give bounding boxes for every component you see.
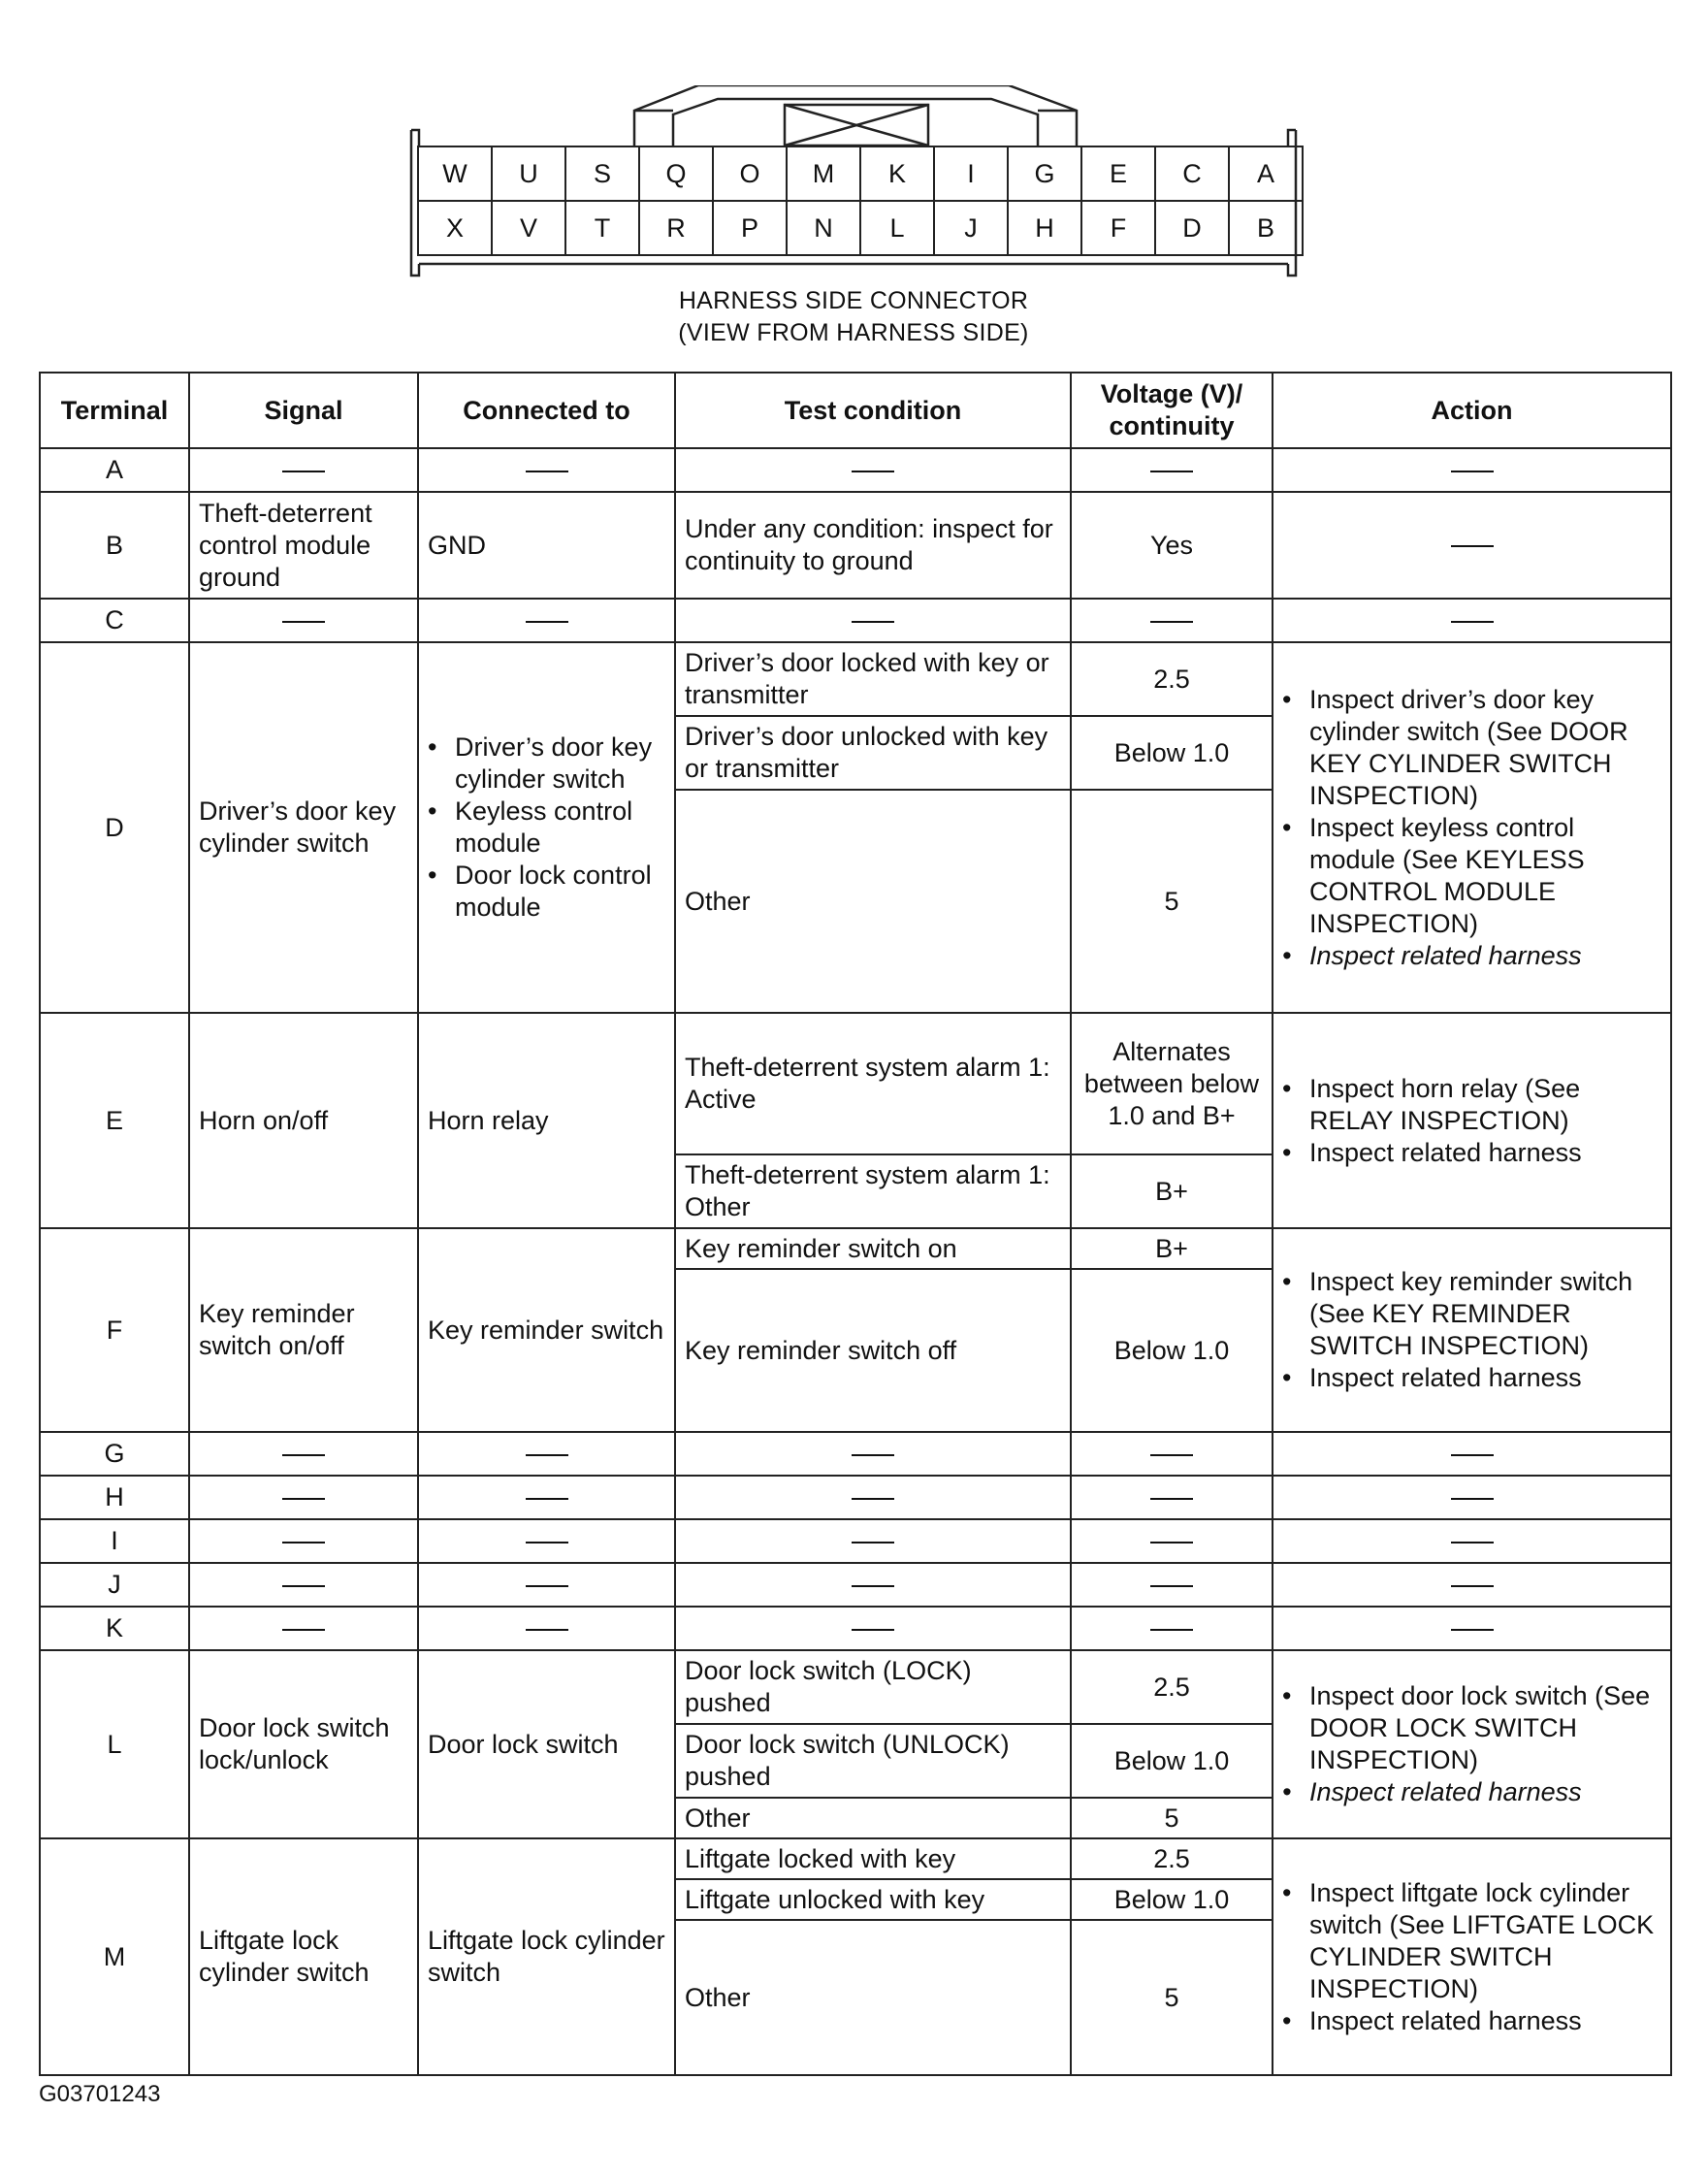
value-cell: Below 1.0: [1071, 716, 1273, 790]
action-item: • Inspect liftgate lock cylinder switch (See LIFTGATE LOCK CYLINDER SWITCH INSPECTION): [1309, 1877, 1661, 2005]
connector-pin-d: D: [1155, 201, 1229, 255]
condition-cell: Door lock switch (UNLOCK) pushed: [675, 1724, 1071, 1798]
action-item: • Inspect door lock switch (See DOOR LOCK SWITCH INSPECTION): [1309, 1680, 1661, 1776]
action-item: • Inspect driver’s door key cylinder switch (See DOOR KEY CYLINDER SWITCH INSPECTION): [1309, 684, 1661, 812]
connector-pin-s: S: [565, 146, 639, 201]
signal-cell: Liftgate lock cylinder switch: [189, 1838, 418, 2075]
value-cell: B+: [1071, 1154, 1273, 1228]
condition-cell: Liftgate locked with key: [675, 1838, 1071, 1879]
table-row: [40, 599, 1671, 642]
connector-pin-j: J: [934, 201, 1008, 255]
action-cell: [1273, 1013, 1671, 1228]
value-cell: Yes: [1071, 492, 1273, 599]
empty-dash: [526, 1498, 568, 1500]
connector-pin-e: E: [1081, 146, 1155, 201]
connector-pin-p: P: [713, 201, 787, 255]
connector-pin-h: H: [1008, 201, 1081, 255]
connected-to-cell: Door lock switch: [418, 1650, 675, 1838]
condition-cell: Liftgate unlocked with key: [675, 1879, 1071, 1920]
header-terminal: Terminal: [40, 373, 189, 448]
header-connected-to: Connected to: [418, 373, 675, 448]
empty-dash: [282, 471, 325, 472]
action-item: • Inspect related harness: [1309, 2005, 1661, 2037]
terminal-cell: K: [40, 1607, 189, 1650]
terminal-inspection-table: [39, 372, 1672, 2076]
empty-dash: [1451, 471, 1494, 472]
empty-dash: [1150, 471, 1193, 472]
action-cell: [1273, 1838, 1671, 2075]
condition-cell: Driver’s door unlocked with key or transmitter: [675, 716, 1071, 790]
condition-cell: Key reminder switch off: [675, 1269, 1071, 1432]
empty-dash: [526, 471, 568, 472]
action-cell: [1273, 1228, 1671, 1432]
terminal-cell: M: [40, 1838, 189, 2075]
connector-pin-u: U: [492, 146, 565, 201]
action-item: • Inspect keyless control module (See KEYLESS CONTROL MODULE INSPECTION): [1309, 812, 1661, 940]
connector-pin-t: T: [565, 201, 639, 255]
table-row: [40, 1476, 1671, 1519]
connector-pin-r: R: [639, 201, 713, 255]
table-row: [40, 1432, 1671, 1476]
empty-dash: [852, 1454, 894, 1456]
connected-to-cell: GND: [418, 492, 675, 599]
condition-cell: Door lock switch (LOCK) pushed: [675, 1650, 1071, 1724]
signal-cell: Theft-deterrent control module ground: [189, 492, 418, 599]
table-row: [40, 1013, 1671, 1154]
header-voltage-line1: Voltage (V)/: [1100, 379, 1243, 408]
connector-pin-v: V: [492, 201, 565, 255]
condition-cell: Key reminder switch on: [675, 1228, 1071, 1269]
connector-pin-f: F: [1081, 201, 1155, 255]
empty-dash: [282, 621, 325, 623]
condition-cell: Driver’s door locked with key or transmitter: [675, 642, 1071, 716]
value-cell: 5: [1071, 1920, 1273, 2075]
value-cell: B+: [1071, 1228, 1273, 1269]
terminal-cell: C: [40, 599, 189, 642]
empty-dash: [282, 1585, 325, 1587]
value-cell: Below 1.0: [1071, 1879, 1273, 1920]
empty-dash: [852, 621, 894, 623]
empty-dash: [1451, 1454, 1494, 1456]
header-voltage-line2: continuity: [1109, 411, 1235, 440]
terminal-cell: D: [40, 642, 189, 1013]
terminal-cell: F: [40, 1228, 189, 1432]
empty-dash: [526, 1542, 568, 1543]
terminal-cell: I: [40, 1519, 189, 1563]
figure-code: G03701243: [39, 2081, 161, 2107]
action-cell: [1273, 1650, 1671, 1838]
terminal-cell: E: [40, 1013, 189, 1228]
empty-dash: [1451, 1498, 1494, 1500]
value-cell: Below 1.0: [1071, 1269, 1273, 1432]
value-cell: 2.5: [1071, 1838, 1273, 1879]
signal-cell: Horn on/off: [189, 1013, 418, 1228]
terminal-cell: L: [40, 1650, 189, 1838]
action-item: • Inspect related harness: [1309, 940, 1661, 972]
empty-dash: [1150, 1629, 1193, 1631]
connected-to-item: • Keyless control module: [455, 796, 665, 860]
action-item: • Inspect related harness: [1309, 1776, 1661, 1808]
connected-to-item: • Door lock control module: [455, 860, 665, 924]
empty-dash: [526, 1585, 568, 1587]
connector-pin-grid: [417, 146, 1304, 256]
action-cell: [1273, 642, 1671, 1013]
empty-dash: [1451, 1585, 1494, 1587]
empty-dash: [852, 471, 894, 472]
empty-dash: [1150, 1454, 1193, 1456]
connected-to-cell: Key reminder switch: [418, 1228, 675, 1432]
table-row: [40, 1607, 1671, 1650]
connected-to-item: • Driver’s door key cylinder switch: [455, 731, 665, 796]
harness-connector-diagram: [398, 85, 1309, 279]
empty-dash: [1451, 545, 1494, 547]
table-row: [40, 1563, 1671, 1607]
signal-cell: Door lock switch lock/unlock: [189, 1650, 418, 1838]
connector-pin-q: Q: [639, 146, 713, 201]
empty-dash: [1451, 1629, 1494, 1631]
table-header-row: [40, 373, 1671, 448]
connector-caption: [417, 285, 1290, 349]
connected-to-cell: Horn relay: [418, 1013, 675, 1228]
terminal-cell: J: [40, 1563, 189, 1607]
empty-dash: [1451, 621, 1494, 623]
value-cell: 5: [1071, 1798, 1273, 1838]
empty-dash: [282, 1629, 325, 1631]
empty-dash: [852, 1542, 894, 1543]
action-item: • Inspect horn relay (See RELAY INSPECTION): [1309, 1073, 1661, 1137]
condition-cell: Theft-deterrent system alarm 1: Other: [675, 1154, 1071, 1228]
connector-pin-o: O: [713, 146, 787, 201]
empty-dash: [526, 1454, 568, 1456]
connector-pin-w: W: [418, 146, 492, 201]
action-item: • Inspect key reminder switch (See KEY REMINDER SWITCH INSPECTION): [1309, 1266, 1661, 1362]
terminal-cell: G: [40, 1432, 189, 1476]
value-cell: 2.5: [1071, 642, 1273, 716]
table-row: [40, 1228, 1671, 1269]
empty-dash: [526, 1629, 568, 1631]
value-cell: Below 1.0: [1071, 1724, 1273, 1798]
connector-pin-l: L: [860, 201, 934, 255]
header-voltage: [1071, 373, 1273, 448]
table-row: [40, 1650, 1671, 1724]
terminal-cell: A: [40, 448, 189, 492]
connector-pin-g: G: [1008, 146, 1081, 201]
connector-caption-line2: (VIEW FROM HARNESS SIDE): [678, 319, 1029, 346]
table-row: [40, 448, 1671, 492]
connector-pin-c: C: [1155, 146, 1229, 201]
header-test-condition: Test condition: [675, 373, 1071, 448]
terminal-cell: H: [40, 1476, 189, 1519]
condition-cell: Other: [675, 790, 1071, 1013]
empty-dash: [1150, 1542, 1193, 1543]
header-action: Action: [1273, 373, 1671, 448]
empty-dash: [1150, 1585, 1193, 1587]
connector-pin-m: M: [787, 146, 860, 201]
value-cell: Alternates between below 1.0 and B+: [1071, 1013, 1273, 1154]
action-item: • Inspect related harness: [1309, 1137, 1661, 1169]
action-item: • Inspect related harness: [1309, 1362, 1661, 1394]
empty-dash: [282, 1498, 325, 1500]
connector-caption-line1: HARNESS SIDE CONNECTOR: [678, 287, 1029, 314]
header-signal: Signal: [189, 373, 418, 448]
connector-pin-i: I: [934, 146, 1008, 201]
empty-dash: [526, 621, 568, 623]
condition-cell: Theft-deterrent system alarm 1: Active: [675, 1013, 1071, 1154]
connector-pin-a: A: [1229, 146, 1303, 201]
connector-pin-x: X: [418, 201, 492, 255]
table-row: [40, 1838, 1671, 1879]
condition-cell: Other: [675, 1798, 1071, 1838]
condition-cell: Other: [675, 1920, 1071, 2075]
connector-pin-k: K: [860, 146, 934, 201]
terminal-cell: B: [40, 492, 189, 599]
empty-dash: [282, 1542, 325, 1543]
empty-dash: [1451, 1542, 1494, 1543]
connected-to-cell: Liftgate lock cylinder switch: [418, 1838, 675, 2075]
table-row: [40, 492, 1671, 599]
empty-dash: [852, 1585, 894, 1587]
empty-dash: [1150, 621, 1193, 623]
signal-cell: Key reminder switch on/off: [189, 1228, 418, 1432]
empty-dash: [1150, 1498, 1193, 1500]
table-row: [40, 1519, 1671, 1563]
connector-pin-b: B: [1229, 201, 1303, 255]
value-cell: 5: [1071, 790, 1273, 1013]
value-cell: 2.5: [1071, 1650, 1273, 1724]
connector-pin-n: N: [787, 201, 860, 255]
signal-cell: Driver’s door key cylinder switch: [189, 642, 418, 1013]
condition-cell: Under any condition: inspect for continuity to ground: [675, 492, 1071, 599]
table-row: [40, 642, 1671, 716]
connected-to-cell: [418, 642, 675, 1013]
empty-dash: [852, 1629, 894, 1631]
empty-dash: [852, 1498, 894, 1500]
empty-dash: [282, 1454, 325, 1456]
